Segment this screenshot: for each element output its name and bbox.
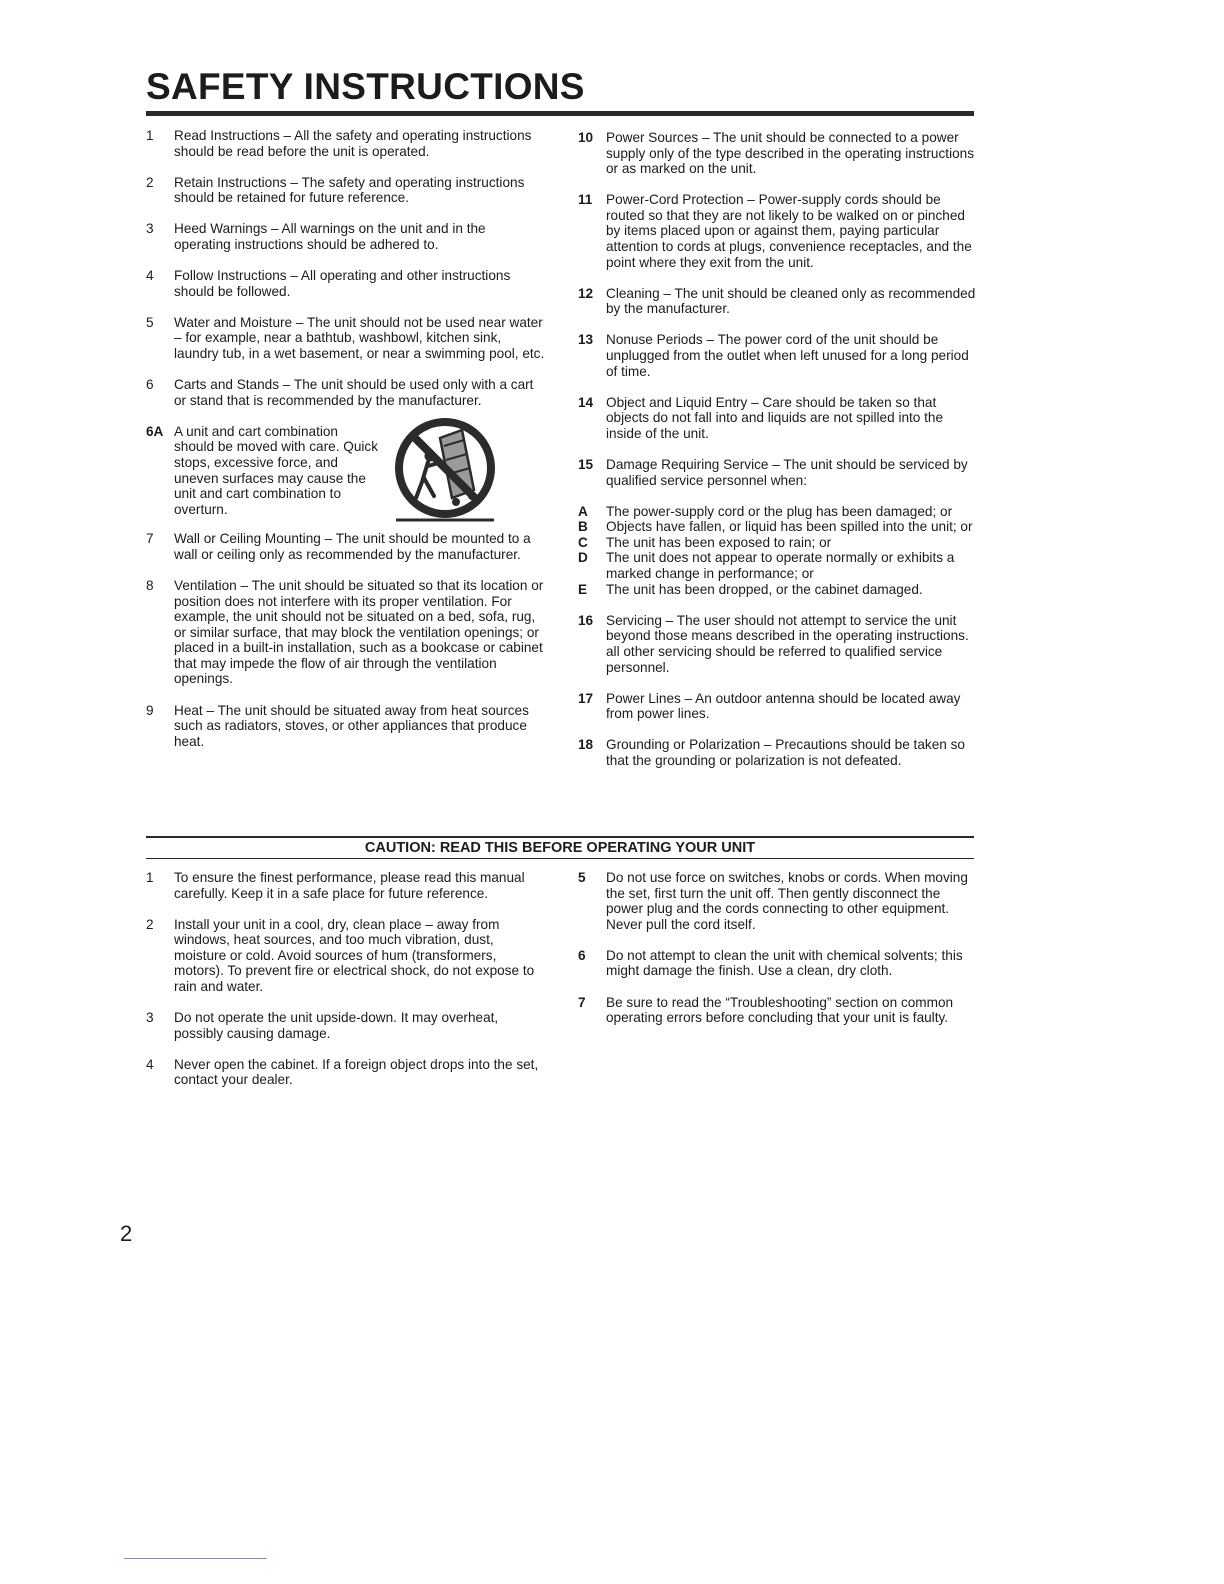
item-number: 3 [146,221,154,237]
caution-header [146,836,974,859]
caution-left-column [146,870,546,1104]
item-text: Do not attempt to clean the unit with chemical solvents; this might damage the finish. Use a clean, dry cloth. [606,947,963,979]
item-text: A unit and cart combination should be moved with care. Quick stops, excessive force, and uneven surfaces may cause the unit and cart combination to overturn. [174,423,379,517]
list-item [146,578,546,687]
item-number: 4 [146,268,154,284]
item-number: 4 [146,1056,154,1072]
item-text: Wall or Ceiling Mounting – The unit should be mounted to a wall or ceiling only as recommended by the manufacturer. [174,531,531,562]
item-number: 13 [578,332,594,348]
item-number: 2 [146,916,154,932]
sub-item-letter: C [578,534,588,550]
title-rule [146,111,974,116]
list-item [578,870,978,932]
sub-item-letter: D [578,550,588,566]
page-title: SAFETY INSTRUCTIONS [146,66,585,107]
sub-item-text: The power-supply cord or the plug has been damaged; or [606,503,953,519]
item-number: 18 [578,737,594,753]
item-text: Nonuse Periods – The power cord of the unit should be unplugged from the outlet when left unused for a long period of time. [606,332,969,379]
list-item [146,917,546,995]
list-item [146,315,546,362]
item-number: 1 [146,128,154,143]
cart-tipover-warning-icon [382,416,508,528]
sub-item [578,535,978,551]
list-item [146,531,546,562]
item-number: 17 [578,690,594,706]
page-number: 2 [120,1221,133,1246]
item-text: Water and Moisture – The unit should not be used near water – for example, near a bathtub, washbowl, kitchen sink, laundry tub, in a wet basement, or near a swimming pool, etc. [174,314,545,361]
item-number: 6 [578,947,586,963]
item-text: Carts and Stands – The unit should be used only with a cart or stand that is recommended by the manufacturer. [174,377,534,408]
item-text: To ensure the finest performance, please read this manual carefully. Keep it in a safe place for future reference. [174,870,525,901]
item-number: 6A [146,423,164,439]
sub-item-text: Objects have fallen, or liquid has been spilled into the unit; or [606,519,973,535]
item-text: Do not use force on switches, knobs or cords. When moving the set, first turn the unit off. Then gently disconnect the power plug and the cords connecting to other equipment. Never pull the cord itself. [606,870,968,932]
item-text: Follow Instructions – All operating and other instructions should be followed. [174,268,511,299]
caution-bottom-rule [146,858,974,860]
item-number: 6 [146,377,154,393]
item-number: 14 [578,394,594,410]
item-number: 1 [146,870,154,885]
list-item [578,286,978,317]
list-item [146,221,546,252]
list-item [578,613,978,675]
item-text: Retain Instructions – The safety and operating instructions should be retained for future reference. [174,174,525,206]
item-number: 10 [578,130,594,145]
sub-item [578,504,978,520]
sub-item-letter: E [578,581,588,597]
list-item [146,128,546,159]
list-item [146,377,546,408]
list-item [146,1057,546,1088]
caution-right-column [578,870,978,1041]
item-text: Heed Warnings – All warnings on the unit and in the operating instructions should be adhered to. [174,221,486,252]
item-number: 7 [146,531,154,547]
item-text: Servicing – The user should not attempt to service the unit beyond those means described in the operating instructions. all other servicing should be referred to qualified service personnel. [606,612,969,675]
list-item [146,1010,546,1041]
item-text: Damage Requiring Service – The unit should be serviced by qualified service personnel when: [606,457,968,488]
safety-left-column [146,128,546,765]
caution-heading: CAUTION: READ THIS BEFORE OPERATING YOUR UNIT [364,839,756,856]
sub-item-text: The unit has been dropped, or the cabinet damaged. [606,581,923,597]
list-item [578,332,978,379]
list-item [146,703,546,750]
item-text: Cleaning – The unit should be cleaned only as recommended by the manufacturer. [606,285,976,317]
item-number: 5 [578,870,586,885]
list-item [578,130,978,177]
item-text: Read Instructions – All the safety and operating instructions should be read before the unit is operated. [174,128,532,159]
item-text: Object and Liquid Entry – Care should be taken so that objects do not fall into and liquids are not spilled into the inside of the unit. [606,394,944,441]
item-text: Install your unit in a cool, dry, clean place – away from windows, heat sources, and too much vibration, dust, moisture or cold. Avoid sources of hum (transformers, motors). To prevent fire or electrical shock, do not expose to rain and water. [174,916,535,995]
damage-conditions-list [578,504,978,598]
list-item [578,395,978,442]
item-number: 11 [578,192,593,208]
list-item [578,691,978,722]
sub-item [578,582,978,598]
item-text: Ventilation – The unit should be situated so that its location or position does not interfere with its proper ventilation. For example, the unit should not be situated on a bed, sofa, rug, or similar surface, that may block the ventilation openings; or placed in a built-in installation, such as a bookcase or cabinet that may impede the flow of air through the ventilation openings. [174,577,544,687]
item-number: 9 [146,702,154,718]
item-text: Never open the cabinet. If a foreign object drops into the set, contact your dealer. [174,1056,539,1088]
item-text: Do not operate the unit upside-down. It may overheat, possibly causing damage. [174,1010,499,1041]
sub-item-letter: B [578,519,588,535]
item-number: 7 [578,994,586,1010]
list-item [578,192,978,270]
item-text: Power Sources – The unit should be connected to a power supply only of the type described in the operating instructions or as marked on the unit. [606,130,975,177]
item-number: 12 [578,285,594,301]
item-number: 16 [578,612,594,628]
item-number: 5 [146,314,154,330]
item-number: 2 [146,174,154,190]
item-text: Grounding or Polarization – Precautions should be taken so that the grounding or polarization is not defeated. [606,737,965,768]
item-text: Heat – The unit should be situated away from heat sources such as radiators, stoves, or other appliances that produce heat. [174,702,529,749]
sub-item [578,550,978,581]
sub-item-text: The unit has been exposed to rain; or [606,534,832,550]
list-item-6a [146,424,546,516]
item-text: Power Lines – An outdoor antenna should be located away from power lines. [606,690,961,722]
list-item [578,457,978,488]
footer-rule [124,1558,267,1559]
list-item [578,995,978,1026]
list-item [146,870,546,901]
list-item [146,175,546,206]
list-item [578,737,978,768]
safety-right-column [578,130,978,784]
list-item [578,948,978,979]
list-item [146,268,546,299]
sub-item-text: The unit does not appear to operate normally or exhibits a marked change in performance; or [606,550,955,582]
item-number: 8 [146,577,154,593]
item-number: 3 [146,1010,154,1026]
item-number: 15 [578,457,594,472]
sub-item-letter: A [578,503,588,519]
sub-item [578,519,978,535]
item-text: Power-Cord Protection – Power-supply cords should be routed so that they are not likely to be walked on or pinched by items placed upon or against them, paying particular attention to cords at plugs, convenience receptacles, and the point where they exit from the unit. [606,192,972,270]
item-text: Be sure to read the “Troubleshooting” section on common operating errors before concluding that your unit is faulty. [606,994,954,1026]
